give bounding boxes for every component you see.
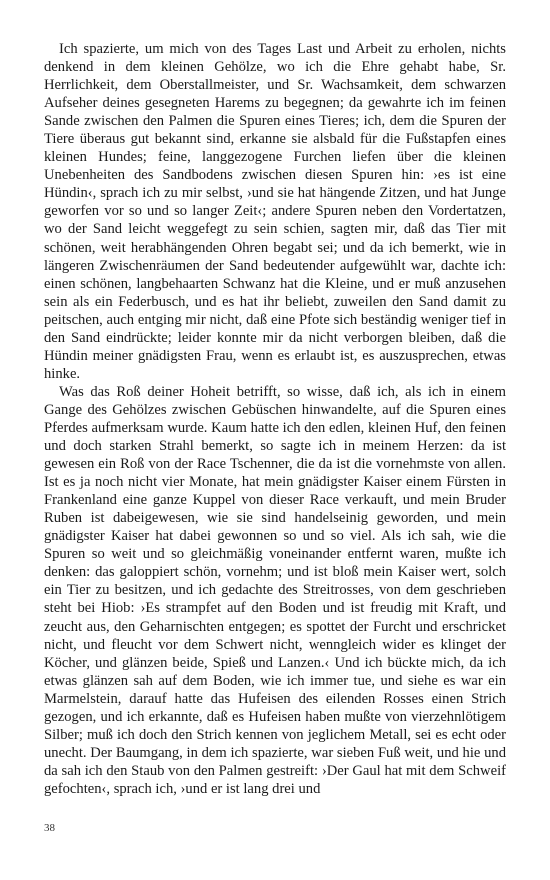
book-page-text	[44, 40, 506, 798]
page-number: 38	[44, 822, 55, 834]
paragraph-2: Was das Roß deiner Hoheit betrifft, so wisse, daß ich, als ich in einem Gange des Gehölzes zwischen Gebüschen hinwandelte, auf die Spuren eines Pferdes aufmerksam wurde. Kaum hatte ich den edlen, kleinen Huf, den feinen und doch starken Strahl bemerkt, so sagte ich in meinem Herzen: da ist gewesen ein Roß von der Race Tschenner, die da ist die vornehmste von allen. Ist es ja noch nicht vier Monate, hat mein gnädigster Kaiser einem Fürsten in Frankenland eine ganze Kuppel von dieser Race verkauft, und mein Bruder Ruben ist dabeigewesen, wie sie sind handelseinig geworden, und mein gnädigster Kaiser hat dabei gewonnen so und so viel. Als ich sah, wie die Spuren so weit und so gleichmäßig voneinander entfernt waren, mußte ich denken: das galoppiert schön, vornehm; und ist bloß mein Kaiser wert, solch ein Tier zu besitzen, und ich gedachte des Streitrosses, von dem geschrieben steht bei Hiob: ›Es strampfet auf den Boden und ist freudig mit Kraft, und zeucht aus, den Geharnischten entgegen; es spottet der Furcht und erschricket nicht, und fleucht vor dem Schwert nicht, wenngleich wider es klinget der Köcher, und glänzen beide, Spieß und Lanzen.‹ Und ich bückte mich, da ich etwas glänzen sah auf dem Boden, wie ich immer tue, und siehe es war ein Marmelstein, darauf hatte das Hufeisen des eilenden Rosses einen Strich gezogen, und ich erkannte, daß es Hufeisen haben mußte von vierzehnlötigem Silber; muß ich doch den Strich kennen von jeglichem Metall, sei es echt oder unecht. Der Baumgang, in dem ich spazierte, war sieben Fuß weit, und hie und da sah ich den Staub von den Palmen gestreift: ›Der Gaul hat mit dem Schweif gefochten‹, sprach ich, ›und er ist lang drei und	[44, 383, 506, 797]
paragraph-1: Ich spazierte, um mich von des Tages Last und Arbeit zu erholen, nichts denkend in dem kleinen Gehölze, wo ich die Ehre gehabt habe, Sr. Herrlichkeit, dem Oberstallmeister, und Sr. Wachsamkeit, dem schwarzen Aufseher deines gesegneten Harems zu begegnen; da gewahrte ich im feinen Sande zwischen den Palmen die Spuren eines Tieres; ich, dem die Spuren der Tiere überaus gut bekannt sind, erkanne sie alsbald für die Fußstapfen eines kleinen Hundes; feine, langgezogene Furchen liefen über die kleinen Unebenheiten des Sandbodens zwischen diesen Spuren hin: ›es ist eine Hündin‹, sprach ich zu mir selbst, ›und sie hat hängende Zitzen, und hat Junge geworfen vor so und so langer Zeit‹; andere Spuren neben den Vordertatzen, wo der Sand leicht weggefegt zu sein schien, sagten mir, daß das Tier mit schönen, weit herabhängenden Ohren begabt sei; und da ich bemerkt, wie in längeren Zwischenräumen der Sand bedeutender aufgewühlt war, dachte ich: einen schönen, langbehaarten Schwanz hat die Kleine, und er muß anzusehen sein als ein Federbusch, und es hat ihr beliebt, zuweilen den Sand damit zu peitschen, auch entging mir nicht, daß eine Pfote sich beständig weniger tief in den Sand eindrückte; leider konnte mir da nicht verborgen bleiben, daß die Hündin meiner gnädigsten Frau, wenn es erlaubt ist, es auszusprechen, etwas hinke.	[44, 41, 506, 382]
